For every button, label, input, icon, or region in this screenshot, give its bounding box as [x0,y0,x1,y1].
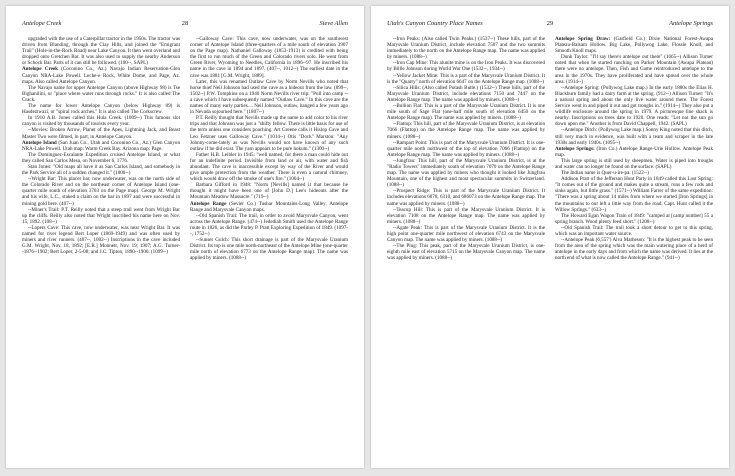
paragraph [22,103,180,115]
paragraph [387,85,545,103]
paragraph [387,121,545,139]
paragraph [555,176,713,213]
paragraph [22,164,180,176]
paragraph-text: (Coconino Co., Az.) Navajo Indian Reservation-Glen Canyon NRA-Lake Powell. Leche-e Rock, White Dome, and Page, Az. maps. Also called Antelope Canyon. [22,66,180,85]
paragraph-text: --Lopers Cave: This cave, now underwater, was near Wright Bar. It was named for river legend Bert Loper (1869-1949) and was often used by miners and river runners. (407--, 1002--) Inscriptions in the cave included G.M. Wright, Nov. 18, 1892; [E.R.] Monnett, Nov. 19, 1907; A.G. Turner--1876--1902; Bert Loper, 2-5-08; and J.C. Tipton, 1890--1900. (1099--) [22,224,180,256]
paragraph [555,127,713,145]
paragraph [190,213,348,237]
paragraph [190,152,348,182]
paragraph [22,207,180,225]
paragraph [555,213,713,225]
paragraph-text: This large spring is still used by sheepmen. Water is piped into troughs and water can no longer be found on the surface. (SAPL) [555,157,713,170]
paragraph [555,36,713,54]
paragraph [22,85,180,103]
paragraph-text: --Miner's Trail: P.T. Reilly noted that a steep trail went from Wright Bar up the cliffs. Reilly also noted that Wright inscribed his name here on Nov. 15, 1892. (108--) [22,206,180,225]
paragraph-text: upgraded with the use of a Caterpillar tractor in the 1950s. The tractor was driven from Blanding, through the Clay Hills, and joined the "Emigrant Trail" (Hole-in-the-Rock Road) near Lake Canyon. It then went overland and dropped onto Gretchen Bar. It was also used to supply the nearby Anderson or Schock Bar. Parts of it can still be followed. (100--, SAPL) [22,36,180,67]
paragraph [190,201,348,213]
right-page-number: 29 [546,20,554,27]
paragraph [387,73,545,85]
paragraph-text: The Indian name is Quer-u-ire-pa. (1522--) [561,170,649,177]
paragraph-text: --Silica Hills: (Also called Potash Butte.) (1532--) These hills, part of the Marysvale Uranium District, include elevations 7150 and 7447 on the Antelope Range map. The name was applied by miners. (1088--) [387,84,545,103]
paragraph [555,54,713,84]
paragraph [190,237,348,261]
paragraph-text: --Teacup Hill: This is part of the Marysvale Uranium District. It is elevation 7108 on the Antelope Range map. The name was applied by miners. (1088--) [387,206,545,225]
entry-heading: Antelope Spring Draw: [555,36,611,42]
paragraph [387,207,545,225]
paragraph-text: (Iron Co.) Antelope Range-Urie Hollow. Antelope Peak map. [555,145,713,158]
paragraph-text: --Antelope Ditch: (Pollywog Lake map.) Sonny King noted that this ditch, still very much in evidence, was built with a team and scraper in the late 1930s and early 1940s. (1095--) [555,127,713,146]
paragraph [190,182,348,200]
paragraph [555,146,713,158]
entry-heading: Antelope Springs: [555,145,595,152]
paragraph-text: Stan Jones: "Old maps all have it as San Carlos Island, and somebody in the Park Service all of a sudden changed it." (1000--) [22,163,180,177]
paragraph-text: --Wright Bar: This placer bar, now underwater, was on the north side of the Colorado River and on the northeast corner of Antelope Island (one-quarter mile south of elevation 3703 on the Page map). George M. Wright and his wife, L.C., staked a claim on the bar in 1897 and were successful in mining gold here. (407--) [22,176,180,207]
paragraph [22,36,180,66]
left-page [6,6,364,468]
left-page-column-1 [22,36,180,460]
paragraph-text: The Howard Egan Wagon Train of 1849: "camped at [camp number] 55 a spring branch. Wood plenty feed short." (1208--) [555,212,713,225]
paragraph [22,176,180,206]
paragraph-text: (San Juan Co., Utah and Coconino Co., Az.) Glen Canyon NRA-Lake Powell. Utah map: Warm Creek Bay. Arizona map: Page. [22,139,180,152]
paragraph-text: --Movies: Broken Arrow, Planet of the Apes, Lightning Jack, and Beast Master Two were filmed, in part, in Antelope Canyon. [22,127,180,140]
paragraph [387,225,545,243]
paragraph-text: --Antelope Spring: (Pollywog Lake map.) In the early 1880s the Elias H. Blackburn family had a dairy farm at the spring. (912--) Allison Turner: "It's a natural spring and about the only live water around there. The Forest Service went in and piped it out and got troughs in." (1914--) They also put a wildlife enclosure around the spring in 1979. A picturesque line shack is nearby. Inscriptions on trees date to 1920. One reads: "Let not the sun go down upon me." Another is from David Chappell, 1942. (SAPL) [555,84,713,128]
paragraph [555,85,713,128]
paragraph-text: --Flattop: This hill, part of the Marysvale Uranium District, is at elevation 7066 (Flattop) on the Antelope Range map. The name was applied by miners. (1088--) [387,121,545,140]
paragraph-text: The Dominguez-Escalante Expedition cruised Antelope Island, or what they called San Carlos Mesa, on November 6, 1776. [22,151,180,164]
paragraph-text: --Sunset Gulch: This short drainage is part of the Marysvale Uranium District. Its top is one mile north-northeast of the Antelope Mine (one-quarter mile north of elevation 6773 on the Antelope Range map). The name was applied by miners. (1088--) [190,237,348,262]
paragraph [22,127,180,139]
right-header-section: Antelope Springs [669,20,713,27]
entry-heading: Antelope Range [190,200,227,207]
paragraph-text: Barbara Gifford in 1948: "Norm [Nevills] named it that because he thought it might have been one of [John D.] Lee's hideouts after the Mountain Meadow Massacre." (719--) [190,182,348,201]
paragraph [387,36,545,60]
paragraph [190,79,348,116]
paragraph [22,225,180,255]
paragraph [555,225,713,237]
paragraph-text: --Jungfrau: This hill, part of the Marysvale Uranium District, is at the "Radio Towers" immediately south of elevation 7070 on the Antelope Range map. The name was applied by miners who thought it looked like Jungfrau Mountain, one of the highest and most spectacular summits in Switzerland. (1088--) [387,157,545,189]
paragraph-text: --Old Spanish Trail: The trail, in order to avoid Marysvale Canyon, went across the Antelope Range. (474--) Jedediah Smith used the Antelope Range route in 1826, as did the Parley P. Pratt Exploring Expedition of 1849. (1097--, 1752--) [190,212,348,237]
paragraph-text: --Bullion Flat: This is a part of the Marysvale Uranium District. It is one mile south of Sage Flat (one-half mile south of elevation 6450 on the Antelope Range map). The name was applied by miners. (1088--) [387,103,545,122]
paragraph-text: --Agate Peak: This is part of the Marysvale Uranium District. It is the high point one-quarter mile northwest of elevation 6743 on the Marysvale Canyon map. The name was applied by miners. (1088--) [387,224,545,244]
paragraph-text: Father H.B. Leibler in 1945: "well named, for there a man could hide out for an indefinite period. Invisible from land or air, with water and fish abundant. The cave is inaccessible except by way of the River and would give ample protection from the weather. There is even a natural chimney, which would draw off the smoke of one's fire." (1004--) [190,151,348,183]
paragraph-text: P.T. Reilly thought that Nevills made up the name to add color to his river trips and that Johnson was just a "shifty fellow. There is little basis for use of the term unless one considers poaching. Art Greene calls it Hislop Cave and Leo Fetzner uses Galloway Cave." (1014--) Otis "Dock" Marston: "Any Johnny-come-lately as was Nevills would not have known of any such outlaw if he did exist. The yarn appears to be pure hokum." (1300--) [190,115,348,152]
paragraph [190,115,348,152]
paragraph-text: The name for lower Antelope Canyon (below Highway 89) is Hasdeztwazi, or "spiral rock arches." It is also called The Corkscrew. [22,103,180,116]
right-page [371,6,729,468]
paragraph [190,36,348,79]
paragraph-text: --Rampart Point: This is part of the Marysvale Uranium District. It is one-quarter mile north northwest of the top of elevation 7066 (Flattop) on the Antelope Range map. The name was applied by miners. (1088--) [387,139,545,158]
paragraph-text: --Iron Cap Mine: This alunite mine is on the Iron Peaks. It was discovered by Billie Johnson during World War One (1532--, 1934--) [387,60,545,73]
paragraph-text: Dunk Taylor: "I'll say there's antelope out there" (1665--) Allison Turner noted that when he started ranching on Parker Mountain (Awapa Plateau) there were no antelope. Then, Fish and Game reintroduced antelope to the area in the 1970s. They have proliferated and have spread over the whole area. (1914--) [555,54,713,85]
paragraph [22,115,180,127]
paragraph [387,60,545,72]
paragraph-text: Later, this was renamed Outlaw Cave by Norm Nevills who noted that horse thief Neil Johnson had used the cave as a hideout from the law. (899--, 1502--) P.W. Tompkins on a 1940 Norm Nevills river trip: "Pull into camp -- a cave which I have subsequently named "Outlaw Cave." In this cave are the names of many early parties.... Neil Johnson, outlaw, hanged a few years ago in Nevada sojourned here." (1807--) [190,78,348,116]
paragraph [22,152,180,164]
paragraph-text: (Garfield Co.) Dixie National Forest-Awapa Plateau-Balsam Hollow. Big Lake, Pollywog Lake, Flossie Knoll, and Smooth Knoll maps. [555,36,713,55]
paragraph [387,243,545,261]
paragraph-text: --Antelope Peak (6,557') Alva Matheson: "It is the highest peak to be seen from the area of the spring which was the main watering place of a herd of antelope in the early days and from which the name was derived. It lies at the north end of what is now called the Antelope Range." (941--) [555,237,713,262]
left-header-author: Steve Allen [319,20,348,27]
right-header-title: Utah's Canyon Country Place Names [387,20,483,27]
paragraph-text: --Galloway Cave: This cave, now underwater, was on the southwest corner of Antelope Island (three-quarters of a mile south of elevation 3907 on the Page map). Nathaniel Galloway (1853-1913) is credited with being the first to run much of the Green and Colorado rivers solo. He went from Green River, Wyoming to Needles, California in 1896--97. He inscribed his name in the cave in 1894 and 1897. (407--, 1012--) The earliest date in the cave was 1881 [G.M. Wright, 1889]. [190,36,348,79]
paragraph-text: --Iron Peaks: (Also called Twin Peaks.) (1537--) These hills, part of the Marysvale Uranium District, include elevation 7507 and the two summits immediately to the north on the Antelope Range map. The name was applied by miners. (1088--) [387,36,545,61]
entry-heading: Antelope Creek [22,66,59,73]
entry-heading: Antelope Island [22,139,57,146]
paragraph [22,140,180,152]
paragraph [22,66,180,84]
paragraph-text: The Navajo name for upper Antelope Canyon (above Highway 98) is Tse Bighanilini, or "place where water runs through rocks." It is also called The Crack. [22,84,180,103]
paragraph-text: --Prospect Ridge: This is part of the Marysvale Uranium District. It includes elevations 6078, 6310, and 686073 on the Antelope Range map. The name was applied by miners. (1088--) [387,188,545,207]
paragraph-text: Addison Pratt of the Jefferson Hunt Party in 1849 called this Lost Spring: "It comes out of the ground and makes quite a stream, runs a few rods and sinks again, but little grass." (1571--) William Farrer of the same expedition: "There was a spring about 14 miles from where we started [Iron Springs] in the mountains to our left a little way from the road. Capt. Hunt called it the Willow Springs." (633--) [555,176,713,213]
paragraph-text: --Yellow Jacket Mine: This is a part of the Marysvale Uranium District. It is the "Quarry" north of elevation 6647 on the Antelope Range map. (1088--) [387,72,545,85]
left-page-number: 28 [181,20,189,27]
paragraph-text: (Sevier Co.) Tushar Mountains-Long Valley. Antelope Range and Marysvale Canyon maps. [190,200,348,213]
right-page-column-2 [555,36,713,460]
paragraph [387,103,545,121]
paragraph-text: --Old Spanish Trail: The trail took a short detour to get to this spring, which was an important water source. [555,224,713,237]
paragraph [387,188,545,206]
left-page-column-2 [190,36,348,460]
right-page-header [387,20,713,30]
left-page-header [22,20,348,30]
paragraph-text: In 1910 A.B. Jones called this Hula Creek. (1009--) This famous slot canyon is visited by thousands of tourists every year. [22,115,180,128]
left-header-title: Antelope Creek [22,20,62,27]
paragraph [387,158,545,188]
right-page-column-1 [387,36,545,460]
paragraph [387,140,545,158]
paragraph [555,158,713,170]
paragraph-text: --The Plug: This peak, part of the Marysvale Uranium District, is one-eighth mile east of elevation 5715 on the Marysvale Canyon map. The name was applied by miners. (1088--) [387,243,545,262]
paragraph [555,237,713,261]
